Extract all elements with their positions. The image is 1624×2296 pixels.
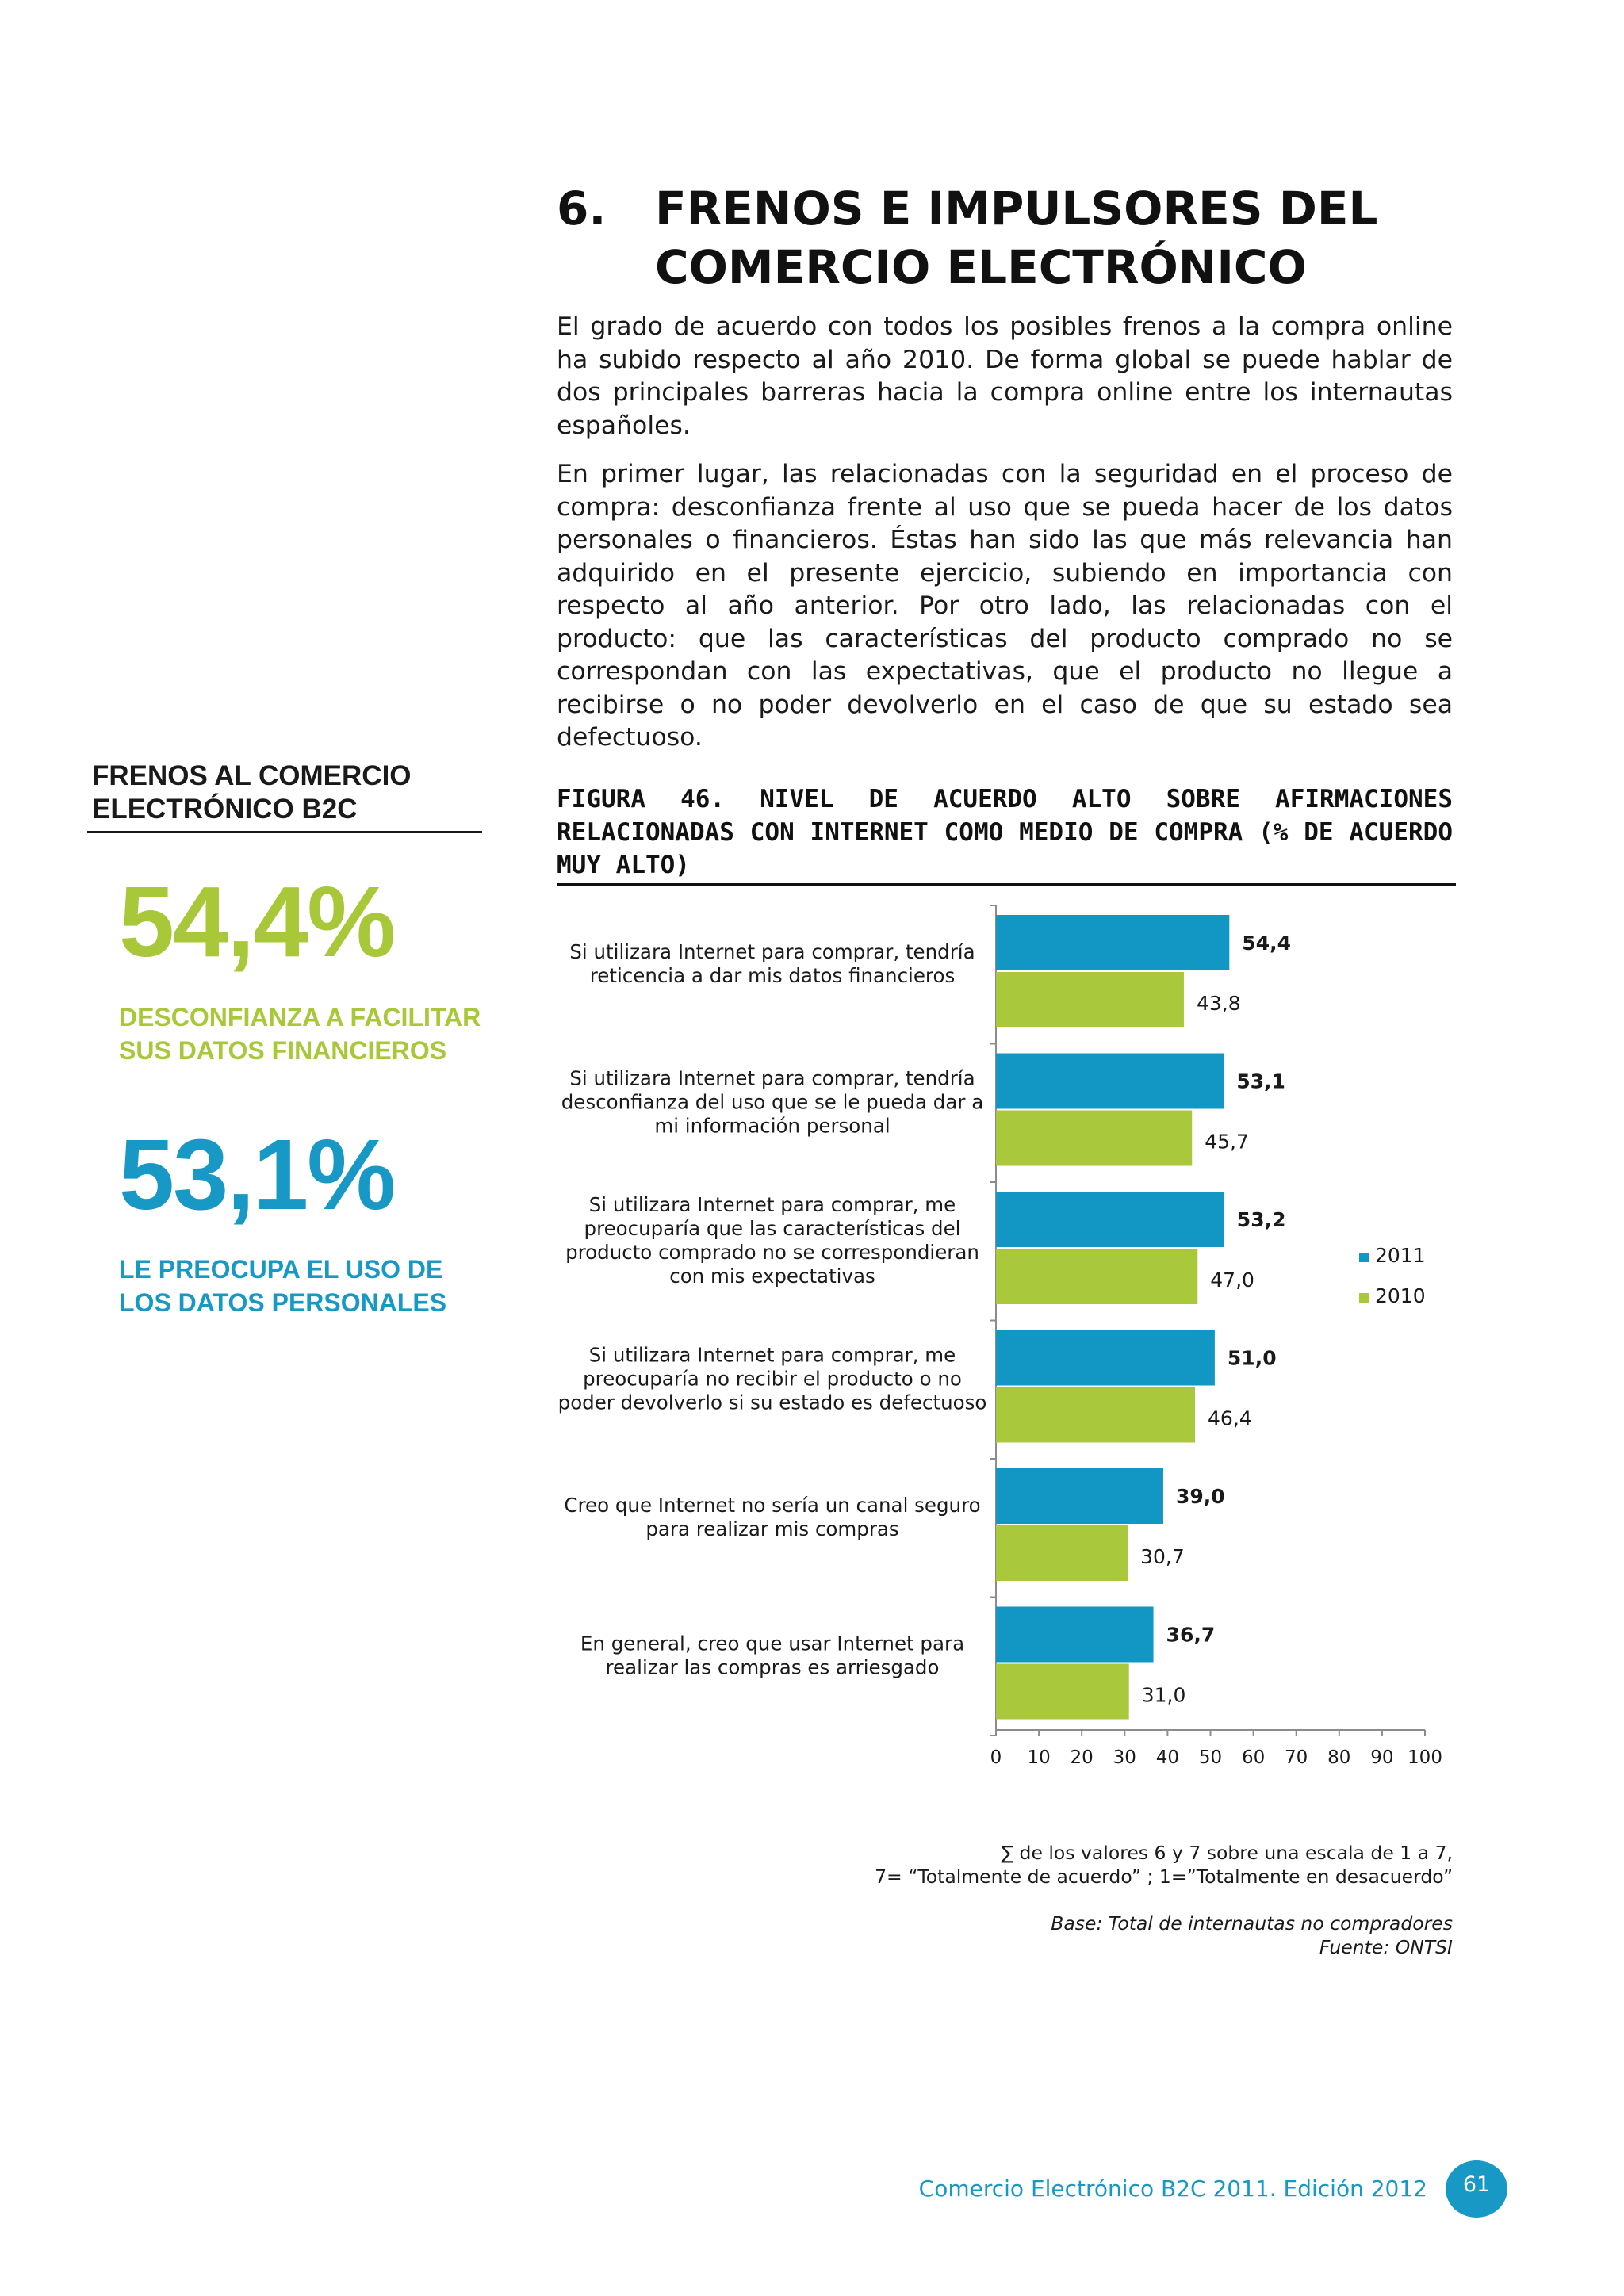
- data-label-2011: 51,0: [1227, 1346, 1277, 1370]
- section-title-line-2: COMERCIO ELECTRÓNICO: [655, 240, 1307, 294]
- x-tick-label: 70: [1285, 1747, 1308, 1768]
- agreement-bar-chart: [547, 896, 1499, 1776]
- x-tick-label: 40: [1155, 1747, 1180, 1768]
- figure-title: FIGURA 46. NIVEL DE ACUERDO ALTO SOBRE AFIRMACIONES RELACIONADAS CON INTERNET COMO MEDIO DE COMPRA (% DE ACUERDO MUY ALTO): [557, 785, 1453, 879]
- sidebar-title: FRENOS AL COMERCIO ELECTRÓNICO B2C: [92, 760, 412, 825]
- bar-2011: [996, 915, 1229, 970]
- category-label: para realizar mis compras: [645, 1517, 899, 1540]
- data-label-2011: 53,1: [1236, 1070, 1285, 1093]
- category-label: Si utilizara Internet para comprar, me: [588, 1193, 956, 1216]
- category-label: reticencia a dar mis datos financieros: [589, 964, 956, 987]
- category-label: preocuparía que las características del: [584, 1217, 961, 1240]
- category-label: desconfianza del uso que se le pueda dar a: [561, 1090, 984, 1114]
- section-number: 6.: [557, 182, 607, 235]
- legend-label-2011: 2011: [1375, 1244, 1426, 1267]
- stat-financial-distrust: 54,4%: [119, 866, 395, 978]
- x-tick-label: 30: [1113, 1747, 1136, 1768]
- scale-note: [660, 1841, 1453, 1888]
- base-note: Base: Total de internautas no compradores: [1051, 1912, 1453, 1934]
- category-label: En general, creo que usar Internet para: [580, 1632, 965, 1655]
- bar-2010: [996, 1664, 1129, 1720]
- source-note: [660, 1911, 1453, 1959]
- category-label: preocuparía no recibir el producto o no: [583, 1367, 962, 1391]
- x-tick-label: 90: [1370, 1747, 1394, 1768]
- data-label-2010: 47,0: [1210, 1269, 1254, 1292]
- data-label-2010: 43,8: [1196, 992, 1241, 1015]
- bar-2010: [996, 1525, 1128, 1581]
- bar-2011: [996, 1330, 1215, 1386]
- category-label: Creo que Internet no sería un canal seguro: [564, 1494, 981, 1517]
- bar-2011: [996, 1468, 1163, 1524]
- x-tick-label: 50: [1198, 1747, 1223, 1768]
- footer-publication: Comercio Electrónico B2C 2011. Edición 2012: [918, 2175, 1427, 2202]
- bar-2010: [996, 1387, 1195, 1443]
- x-tick-label: 0: [990, 1747, 1002, 1768]
- bar-2010: [996, 1111, 1192, 1166]
- stat-financial-distrust-caption: DESCONFIANZA A FACILITAR SUS DATOS FINANCIEROS: [119, 1003, 481, 1065]
- category-label: realizar las compras es arriesgado: [605, 1655, 940, 1679]
- figure-title-divider: [557, 883, 1456, 886]
- data-label-2010: 46,4: [1208, 1406, 1252, 1430]
- category-label: poder devolverlo si su estado es defectuoso: [557, 1391, 987, 1414]
- section-title-line-1: FRENOS E IMPULSORES DEL: [655, 182, 1378, 235]
- category-label: Si utilizara Internet para comprar, tendría: [569, 1066, 975, 1090]
- x-tick-label: 100: [1408, 1747, 1442, 1768]
- bar-2011: [996, 1054, 1224, 1109]
- bar-2011: [996, 1192, 1224, 1247]
- category-label: producto comprado no se correspondieran: [565, 1241, 979, 1264]
- stat-personal-data-concern: 53,1%: [119, 1119, 395, 1230]
- x-tick-label: 80: [1327, 1747, 1351, 1768]
- category-label: con mis expectativas: [669, 1265, 875, 1288]
- source-label: Fuente: ONTSI: [1319, 1936, 1453, 1958]
- paragraph-detail: En primer lugar, las relacionadas con la seguridad en el proceso de compra: desconfianza frente al uso que se pueda hacer de los datos personales o financieros. Éstas han sido las que más relevancia han adquirido en el presente ejercicio, subiendo en importancia con respecto al año anterior. Por otro lado, las relacionadas con el producto: que las características del producto comprado no se correspondan con las expectativas, que el producto no llegue a recibirse o no poder devolverlo en el caso de que su estado sea defectuoso.: [557, 460, 1453, 752]
- paragraph-intro: El grado de acuerdo con todos los posibles frenos a la compra online ha subido respecto al año 2010. De forma global se puede hablar de dos principales barreras hacia la compra online entre los internautas españoles.: [557, 312, 1453, 440]
- data-label-2010: 30,7: [1140, 1545, 1185, 1568]
- legend-swatch-2010: [1359, 1293, 1369, 1303]
- data-label-2011: 54,4: [1242, 932, 1291, 955]
- bar-2011: [996, 1607, 1154, 1663]
- bar-2010: [996, 1249, 1197, 1304]
- bar-2010: [996, 972, 1184, 1027]
- category-label: Si utilizara Internet para comprar, me: [588, 1343, 956, 1367]
- data-label-2010: 45,7: [1205, 1130, 1249, 1154]
- scale-note-line-1: ∑ de los valores 6 y 7 sobre una escala de 1 a 7,: [1001, 1842, 1453, 1864]
- category-label: Si utilizara Internet para comprar, tendría: [569, 940, 975, 963]
- data-label-2010: 31,0: [1141, 1683, 1186, 1707]
- x-tick-label: 10: [1027, 1747, 1051, 1768]
- sidebar-divider: [87, 831, 482, 833]
- legend-swatch-2011: [1359, 1253, 1369, 1262]
- x-tick-label: 20: [1070, 1747, 1094, 1768]
- scale-note-line-2: 7= “Totalmente de acuerdo” ; 1=”Totalmente en desacuerdo”: [875, 1866, 1453, 1888]
- data-label-2011: 39,0: [1175, 1485, 1225, 1508]
- data-label-2011: 53,2: [1236, 1208, 1286, 1231]
- stat-personal-data-concern-caption: LE PREOCUPA EL USO DE LOS DATOS PERSONALES: [119, 1255, 447, 1317]
- data-label-2011: 36,7: [1166, 1623, 1216, 1647]
- x-tick-label: 60: [1241, 1747, 1266, 1768]
- category-label: mi información personal: [654, 1114, 891, 1138]
- page-number-badge: 61: [1446, 2160, 1507, 2218]
- legend-label-2010: 2010: [1375, 1284, 1426, 1307]
